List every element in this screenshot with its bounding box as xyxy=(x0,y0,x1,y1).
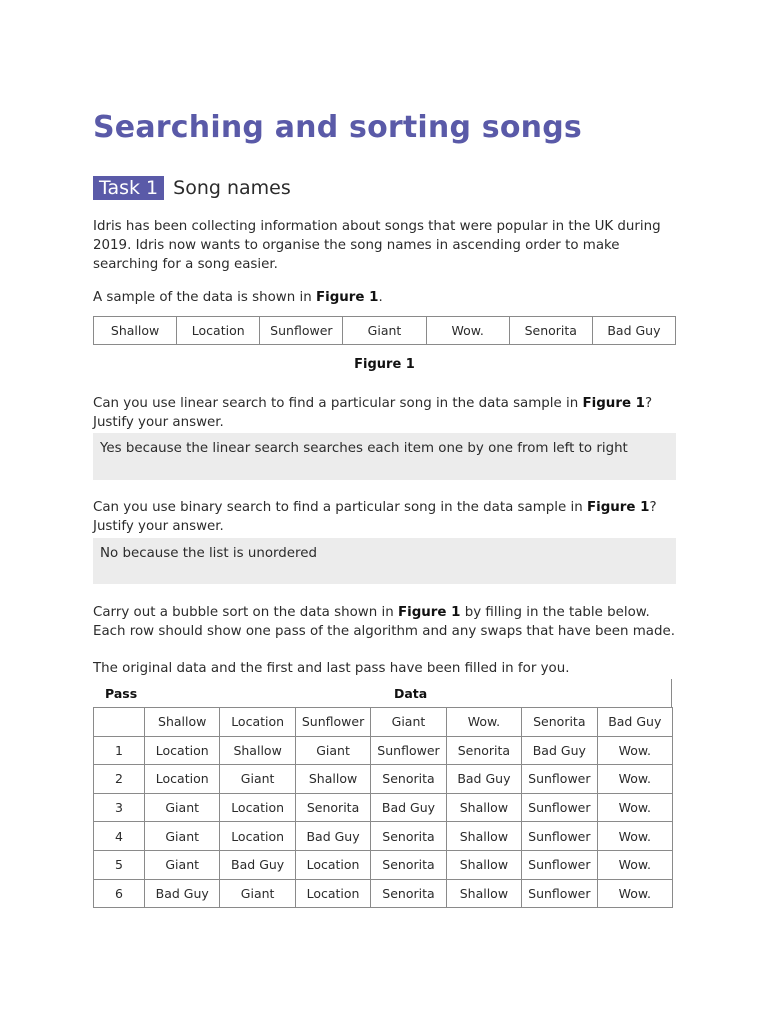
data-cell[interactable]: Giant xyxy=(220,765,295,794)
answer-linear[interactable]: Yes because the linear search searches each item one by one from left to right xyxy=(93,433,676,480)
data-cell: Sunflower xyxy=(371,736,446,765)
data-cell: Shallow xyxy=(220,736,295,765)
data-cell: Giant xyxy=(220,879,295,908)
question-linear xyxy=(93,394,676,432)
task-badge: Task 1 xyxy=(93,176,164,200)
data-cell: Location xyxy=(145,736,220,765)
question-linear-text: Can you use linear search to find a particular song in the data sample in xyxy=(93,396,583,411)
data-cell: Shallow xyxy=(446,879,521,908)
figure1-cell: Wow. xyxy=(426,317,509,345)
figure-ref: Figure 1 xyxy=(586,500,650,515)
figure-ref: Figure 1 xyxy=(315,290,379,305)
pass-cell xyxy=(94,708,145,737)
data-cell[interactable]: Shallow xyxy=(446,850,521,879)
data-cell: Bad Guy xyxy=(597,708,672,737)
data-cell[interactable]: Senorita xyxy=(371,765,446,794)
data-cell[interactable]: Wow. xyxy=(597,822,672,851)
sample-intro-end: . xyxy=(378,290,383,305)
data-cell[interactable]: Location xyxy=(220,822,295,851)
data-cell: Senorita xyxy=(446,736,521,765)
pass-cell: 6 xyxy=(94,879,145,908)
pass-cell: 4 xyxy=(94,822,145,851)
figure1-cell: Location xyxy=(177,317,260,345)
pass-cell: 5 xyxy=(94,850,145,879)
data-cell[interactable]: Wow. xyxy=(597,850,672,879)
table-row xyxy=(94,708,673,737)
data-cell: Senorita xyxy=(371,879,446,908)
bubble-sort-table xyxy=(93,707,673,908)
data-cell[interactable]: Bad Guy xyxy=(371,793,446,822)
data-cell[interactable]: Giant xyxy=(145,793,220,822)
question-binary xyxy=(93,498,676,536)
question-binary-end: ? Justify your answer. xyxy=(93,500,657,534)
data-cell: Giant xyxy=(371,708,446,737)
sample-intro-text: A sample of the data is shown in xyxy=(93,290,316,305)
figure1-caption: Figure 1 xyxy=(354,357,415,372)
data-cell[interactable]: Giant xyxy=(145,850,220,879)
table-header-divider xyxy=(671,679,672,708)
data-cell: Sunflower xyxy=(295,708,370,737)
data-cell[interactable]: Wow. xyxy=(597,793,672,822)
data-cell[interactable]: Location xyxy=(295,850,370,879)
data-cell[interactable]: Senorita xyxy=(371,822,446,851)
table-row xyxy=(94,822,673,851)
data-cell: Wow. xyxy=(597,736,672,765)
figure1-cell: Giant xyxy=(343,317,426,345)
figure1-cell: Sunflower xyxy=(260,317,343,345)
question-bubble-text: Carry out a bubble sort on the data shown in xyxy=(93,605,398,620)
data-cell: Senorita xyxy=(522,708,597,737)
data-cell[interactable]: Giant xyxy=(145,822,220,851)
question-bubble-sort xyxy=(93,603,676,641)
figure1-table xyxy=(93,316,676,345)
question-linear-end: ? Justify your answer. xyxy=(93,396,653,430)
data-cell[interactable]: Wow. xyxy=(597,765,672,794)
figure1-row xyxy=(94,317,676,345)
pass-cell: 1 xyxy=(94,736,145,765)
data-cell[interactable]: Shallow xyxy=(446,793,521,822)
data-cell[interactable]: Sunflower xyxy=(522,850,597,879)
data-cell: Giant xyxy=(295,736,370,765)
data-cell: Shallow xyxy=(145,708,220,737)
data-column-header: Data xyxy=(394,686,428,701)
data-cell[interactable]: Sunflower xyxy=(522,793,597,822)
data-cell: Location xyxy=(220,708,295,737)
figure-ref: Figure 1 xyxy=(582,396,646,411)
data-cell: Sunflower xyxy=(522,879,597,908)
figure1-cell: Shallow xyxy=(94,317,177,345)
figure1-cell: Bad Guy xyxy=(592,317,675,345)
sample-intro xyxy=(93,288,676,307)
data-cell[interactable]: Sunflower xyxy=(522,765,597,794)
answer-binary[interactable]: No because the list is unordered xyxy=(93,538,676,584)
data-cell[interactable]: Senorita xyxy=(295,793,370,822)
data-cell: Location xyxy=(295,879,370,908)
data-cell[interactable]: Location xyxy=(145,765,220,794)
pass-cell: 3 xyxy=(94,793,145,822)
question-bubble-end: by filling in the table below. Each row should show one pass of the algorithm and any swaps that have been made. xyxy=(93,605,675,639)
task-name: Song names xyxy=(173,177,291,199)
table-row xyxy=(94,879,673,908)
data-cell: Bad Guy xyxy=(145,879,220,908)
pass-column-header: Pass xyxy=(105,686,138,701)
pass-cell: 2 xyxy=(94,765,145,794)
figure1-cell: Senorita xyxy=(509,317,592,345)
data-cell[interactable]: Shallow xyxy=(446,822,521,851)
figure-ref: Figure 1 xyxy=(397,605,461,620)
data-cell[interactable]: Location xyxy=(220,793,295,822)
task-heading xyxy=(93,176,291,200)
data-cell[interactable]: Bad Guy xyxy=(220,850,295,879)
data-cell[interactable]: Shallow xyxy=(295,765,370,794)
data-cell[interactable]: Sunflower xyxy=(522,822,597,851)
original-data-note: The original data and the first and last pass have been filled in for you. xyxy=(93,661,570,676)
data-cell[interactable]: Bad Guy xyxy=(446,765,521,794)
page-title: Searching and sorting songs xyxy=(93,110,582,145)
intro-paragraph: Idris has been collecting information about songs that were popular in the UK during 2019. Idris now wants to organise the song names in ascending order to make searching for a song easier. xyxy=(93,219,661,272)
question-binary-text: Can you use binary search to find a particular song in the data sample in xyxy=(93,500,587,515)
table-row xyxy=(94,850,673,879)
table-row xyxy=(94,793,673,822)
data-cell: Wow. xyxy=(446,708,521,737)
data-cell[interactable]: Senorita xyxy=(371,850,446,879)
table-row xyxy=(94,736,673,765)
table-row xyxy=(94,765,673,794)
data-cell: Wow. xyxy=(597,879,672,908)
data-cell: Bad Guy xyxy=(522,736,597,765)
data-cell[interactable]: Bad Guy xyxy=(295,822,370,851)
